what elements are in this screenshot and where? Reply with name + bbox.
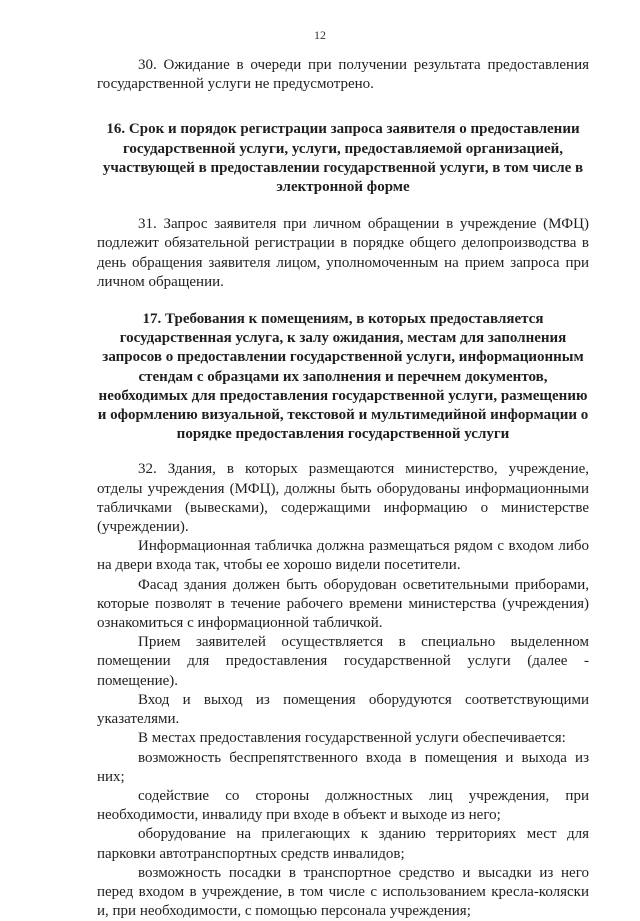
section-17-heading: 17. Требования к помещениям, в которых предоставляется государственная услуга, к залу ожидания, местам для заполнения запросов о предоставлении государственной услуги, информационным стендам с образцами их заполнения и перечнем документов, необходимых для предоставления государственной услуги, размещению и оформлению визуальной, текстовой и мультимедийной информации о порядке предоставления государственной услуги xyxy=(97,311,589,443)
list-item-boarding: возможность посадки в транспортное средство и высадки из него перед входом в учреждение, в том числе с использованием кресла-коляски и, при необходимости, с помощью персонала учреждения; xyxy=(97,864,589,920)
paragraph-32: 32. Здания, в которых размещаются министерство, учреждение, отделы учреждения (МФЦ), должны быть оборудованы информационными табличками (вывесками), содержащими информацию о министерстве (учреждении). xyxy=(97,461,589,536)
list-item-parking: оборудование на прилегающих к зданию территориях мест для парковки автотранспортных средств инвалидов; xyxy=(97,826,589,862)
list-item-assistance: содействие со стороны должностных лиц учреждения, при необходимости, инвалиду при входе в объект и выходе из него; xyxy=(97,787,589,824)
list-item-free-access: возможность беспрепятственного входа в помещения и выхода из них; xyxy=(97,749,589,785)
paragraph-entrance: Вход и выход из помещения оборудуются соответствующими указателями. xyxy=(97,691,589,728)
paragraph-reception: Прием заявителей осуществляется в специально выделенном помещении для предоставления государственной услуги (далее - помещение). xyxy=(97,634,589,689)
paragraph-31: 31. Запрос заявителя при личном обращении в учреждение (МФЦ) подлежит обязательной регистрации в порядке общего делопроизводства в день обращения заявителя лицом, уполномоченным на прием запроса при личном обращении. xyxy=(97,216,589,290)
paragraph-provision-intro: В местах предоставления государственной услуги обеспечивается: xyxy=(138,730,566,747)
paragraph-info-plate: Информационная табличка должна размещаться рядом с входом либо на двери входа так, чтобы ее хорошо видели посетители. xyxy=(97,538,589,574)
document-body xyxy=(97,56,589,921)
paragraph-facade: Фасад здания должен быть оборудован осветительными приборами, которые позволят в течение рабочего времени министерства (учреждения) ознакомиться с информационной табличкой. xyxy=(97,576,589,632)
paragraph-30: 30. Ожидание в очереди при получении результата предоставления государственной услуги не предусмотрено. xyxy=(97,57,589,93)
page-number: 12 xyxy=(314,28,326,42)
section-16-heading: 16. Срок и порядок регистрации запроса заявителя о предоставлении государственной услуги, услуги, предоставляемой организацией, участвующей в предоставлении государственной услуги, в том числе в электронной форме xyxy=(102,121,584,196)
